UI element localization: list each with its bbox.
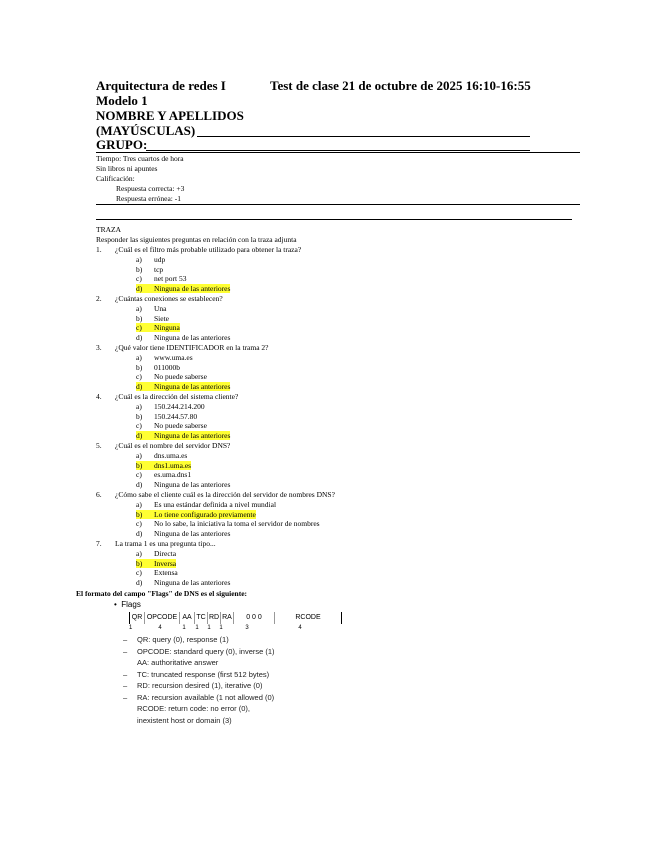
books-info: Sin libros ni apuntes xyxy=(96,164,158,173)
option-text: 150.244.214.200 xyxy=(154,401,205,411)
option-text: Es una estándar definida a nivel mundial xyxy=(154,499,277,509)
option-5-b xyxy=(136,461,191,470)
question-2 xyxy=(96,294,223,303)
name-underline xyxy=(197,122,530,137)
divider xyxy=(96,219,572,220)
option-3-a xyxy=(136,353,193,362)
option-text: Ninguna de las anteriores xyxy=(154,284,231,294)
flags-bit-count: 1 xyxy=(129,625,133,631)
flags-bullet-label: Flags xyxy=(121,600,141,609)
section-intro: Responder las siguientes preguntas en relación con la traza adjunta xyxy=(96,235,297,244)
question-6 xyxy=(96,490,335,499)
flags-description xyxy=(123,693,274,702)
option-2-d xyxy=(136,333,230,342)
option-text: Ninguna xyxy=(154,323,180,333)
question-3 xyxy=(96,343,269,352)
option-text: es.uma.dns1 xyxy=(154,470,192,480)
option-text: Ninguna de las anteriores xyxy=(154,578,231,588)
question-number: 4. xyxy=(96,392,102,401)
question-text: ¿Cómo sabe el cliente cuál es la dirección del servidor de nombres DNS? xyxy=(115,490,335,499)
group-underline xyxy=(146,136,530,151)
option-letter: c) xyxy=(136,568,142,578)
flags-description xyxy=(123,681,262,690)
option-5-d xyxy=(136,480,230,489)
option-letter: b) xyxy=(136,264,143,274)
option-letter: c) xyxy=(136,421,142,431)
option-text: Inversa xyxy=(154,558,177,568)
flags-description xyxy=(123,716,232,725)
option-3-d xyxy=(136,382,230,391)
flags-bit-count: 1 xyxy=(182,625,186,631)
flags-field-3: TC xyxy=(195,612,208,624)
flags-description-text: QR: query (0), response (1) xyxy=(137,635,229,644)
option-6-d xyxy=(136,529,230,538)
flags-description xyxy=(123,647,275,656)
option-letter: b) xyxy=(136,411,143,421)
option-letter: d) xyxy=(136,431,143,441)
question-number: 2. xyxy=(96,294,102,303)
flags-field-4: RD xyxy=(208,612,221,624)
flags-bit-count: 3 xyxy=(245,625,249,631)
option-text: Una xyxy=(154,303,167,313)
option-letter: a) xyxy=(136,499,142,509)
question-text: ¿Qué valor tiene IDENTIFICADOR en la trama 2? xyxy=(115,343,269,352)
question-text: ¿Cuál es el nombre del servidor DNS? xyxy=(115,441,231,450)
option-4-a xyxy=(136,402,205,411)
option-text: www.uma.es xyxy=(154,352,193,362)
option-text: 011000b xyxy=(154,362,180,372)
dash-icon: – xyxy=(123,646,128,656)
flags-description-text: RD: recursion desired (1), iterative (0) xyxy=(137,681,263,690)
option-letter: a) xyxy=(136,548,142,558)
grading-label: Calificación: xyxy=(96,174,135,183)
option-2-b xyxy=(136,314,169,323)
name-label: NOMBRE Y APELLIDOS xyxy=(96,108,244,123)
option-letter: d) xyxy=(136,382,143,392)
option-text: udp xyxy=(154,254,166,264)
question-number: 7. xyxy=(96,539,102,548)
question-text: La trama 1 es una pregunta tipo... xyxy=(115,539,216,548)
question-text: ¿Cuál es el filtro más probable utilizado para obtener la traza? xyxy=(115,245,302,254)
option-text: Extensa xyxy=(154,568,178,578)
option-text: No lo sabe, la iniciativa la toma el servidor de nombres xyxy=(154,519,320,529)
option-letter: d) xyxy=(136,578,143,588)
option-letter: d) xyxy=(136,529,143,539)
option-5-c xyxy=(136,470,191,479)
flags-field-0: QR xyxy=(130,612,145,624)
flags-description xyxy=(123,670,269,679)
option-letter: c) xyxy=(136,323,142,333)
flags-table xyxy=(129,612,342,624)
time-info: Tiempo: Tres cuartos de hora xyxy=(96,154,184,163)
option-2-a xyxy=(136,304,167,313)
option-text: dns.uma.es xyxy=(154,450,188,460)
option-text: net port 53 xyxy=(154,274,187,284)
option-text: Directa xyxy=(154,548,177,558)
option-text: Ninguna de las anteriores xyxy=(154,529,231,539)
option-3-b xyxy=(136,363,180,372)
flags-bit-count: 1 xyxy=(195,625,199,631)
option-7-b xyxy=(136,559,176,568)
flags-field-7: RCODE xyxy=(295,614,321,621)
option-text: Ninguna de las anteriores xyxy=(154,382,231,392)
flags-description-text: TC: truncated response (first 512 bytes) xyxy=(137,669,270,679)
flags-field-6: 0 0 0 xyxy=(234,612,275,624)
flags-field-1: OPCODE xyxy=(145,612,180,624)
option-text: No puede saberse xyxy=(154,421,207,431)
correct-score: Respuesta correcta: +3 xyxy=(116,184,185,193)
group-label: GRUPO: xyxy=(96,137,148,152)
dash-icon: – xyxy=(123,669,128,679)
question-number: 1. xyxy=(96,245,102,254)
option-letter: a) xyxy=(136,303,142,313)
option-letter: b) xyxy=(136,313,143,323)
flags-description-text: AA: authoritative answer xyxy=(137,658,219,667)
option-text: dns1.uma.es xyxy=(154,460,192,470)
option-6-c xyxy=(136,519,320,528)
option-1-a xyxy=(136,255,165,264)
flags-description-text: OPCODE: standard query (0), inverse (1) xyxy=(137,646,275,656)
option-1-c xyxy=(136,274,187,283)
flags-description xyxy=(123,635,229,644)
option-text: Ninguna de las anteriores xyxy=(154,333,231,343)
option-4-c xyxy=(136,421,207,430)
option-text: tcp xyxy=(154,264,164,274)
option-letter: b) xyxy=(136,509,143,519)
flags-bit-count: 1 xyxy=(219,625,223,631)
option-1-d xyxy=(136,284,230,293)
option-3-c xyxy=(136,372,207,381)
option-letter: b) xyxy=(136,460,143,470)
option-letter: c) xyxy=(136,519,142,529)
option-text: Ninguna de las anteriores xyxy=(154,431,231,441)
option-6-a xyxy=(136,500,276,509)
dash-icon: – xyxy=(123,692,128,702)
wrong-score: Respuesta errónea: -1 xyxy=(116,194,181,203)
option-letter: d) xyxy=(136,333,143,343)
option-letter: a) xyxy=(136,401,142,411)
question-4 xyxy=(96,392,238,401)
option-4-b xyxy=(136,412,197,421)
question-7 xyxy=(96,539,216,548)
flags-field-2: AA xyxy=(180,612,195,624)
option-text: Lo tiene configurado previamente xyxy=(154,509,256,519)
option-letter: b) xyxy=(136,558,143,568)
question-1 xyxy=(96,245,301,254)
caps-label: (MAYÚSCULAS) xyxy=(96,123,196,138)
bullet-icon: • xyxy=(114,600,117,609)
flags-description-text: RCODE: return code: no error (0), xyxy=(137,704,250,713)
option-letter: c) xyxy=(136,470,142,480)
option-2-c xyxy=(136,323,180,332)
flags-description-text: RA: recursion available (1 not allowed (0) xyxy=(137,692,275,702)
flags-description-text: inexistent host or domain (3) xyxy=(137,715,232,725)
dash-icon: – xyxy=(123,681,128,690)
option-7-c xyxy=(136,568,178,577)
option-letter: a) xyxy=(136,254,142,264)
option-6-b xyxy=(136,510,256,519)
model-label: Modelo 1 xyxy=(96,93,148,108)
flags-bullet xyxy=(114,600,141,609)
option-letter: d) xyxy=(136,284,143,294)
flags-field-5: RA xyxy=(221,612,234,624)
option-4-d xyxy=(136,431,230,440)
flags-intro: El formato del campo "Flags" de DNS es el siguiente: xyxy=(76,589,248,598)
option-letter: c) xyxy=(136,274,142,284)
option-text: Ninguna de las anteriores xyxy=(154,480,231,490)
option-text: Siete xyxy=(154,313,169,323)
section-title: TRAZA xyxy=(96,225,121,234)
option-letter: a) xyxy=(136,352,142,362)
option-text: No puede saberse xyxy=(154,372,207,382)
flags-bit-count: 4 xyxy=(298,625,302,631)
flags-description xyxy=(123,704,250,713)
option-1-b xyxy=(136,265,163,274)
divider xyxy=(96,204,580,205)
question-number: 6. xyxy=(96,490,102,499)
flags-bit-count: 4 xyxy=(158,625,162,631)
option-text: 150.244.57.80 xyxy=(154,411,198,421)
flags-description xyxy=(123,658,218,667)
option-7-a xyxy=(136,549,176,558)
flags-bit-count: 1 xyxy=(207,625,211,631)
question-text: ¿Cuál es la dirección del sistema cliente? xyxy=(115,392,239,401)
option-letter: a) xyxy=(136,450,142,460)
question-5 xyxy=(96,441,230,450)
flags-bits-row xyxy=(129,625,333,631)
dash-icon: – xyxy=(123,635,128,644)
option-5-a xyxy=(136,451,187,460)
test-title: Test de clase 21 de octubre de 2025 16:10-16:55 xyxy=(270,78,531,93)
option-letter: c) xyxy=(136,372,142,382)
option-letter: d) xyxy=(136,480,143,490)
divider xyxy=(96,152,580,153)
course-title: Arquitectura de redes I xyxy=(96,78,226,93)
question-text: ¿Cuántas conexiones se establecen? xyxy=(115,294,223,303)
question-number: 3. xyxy=(96,343,102,352)
option-7-d xyxy=(136,578,230,587)
question-number: 5. xyxy=(96,441,102,450)
option-letter: b) xyxy=(136,362,143,372)
